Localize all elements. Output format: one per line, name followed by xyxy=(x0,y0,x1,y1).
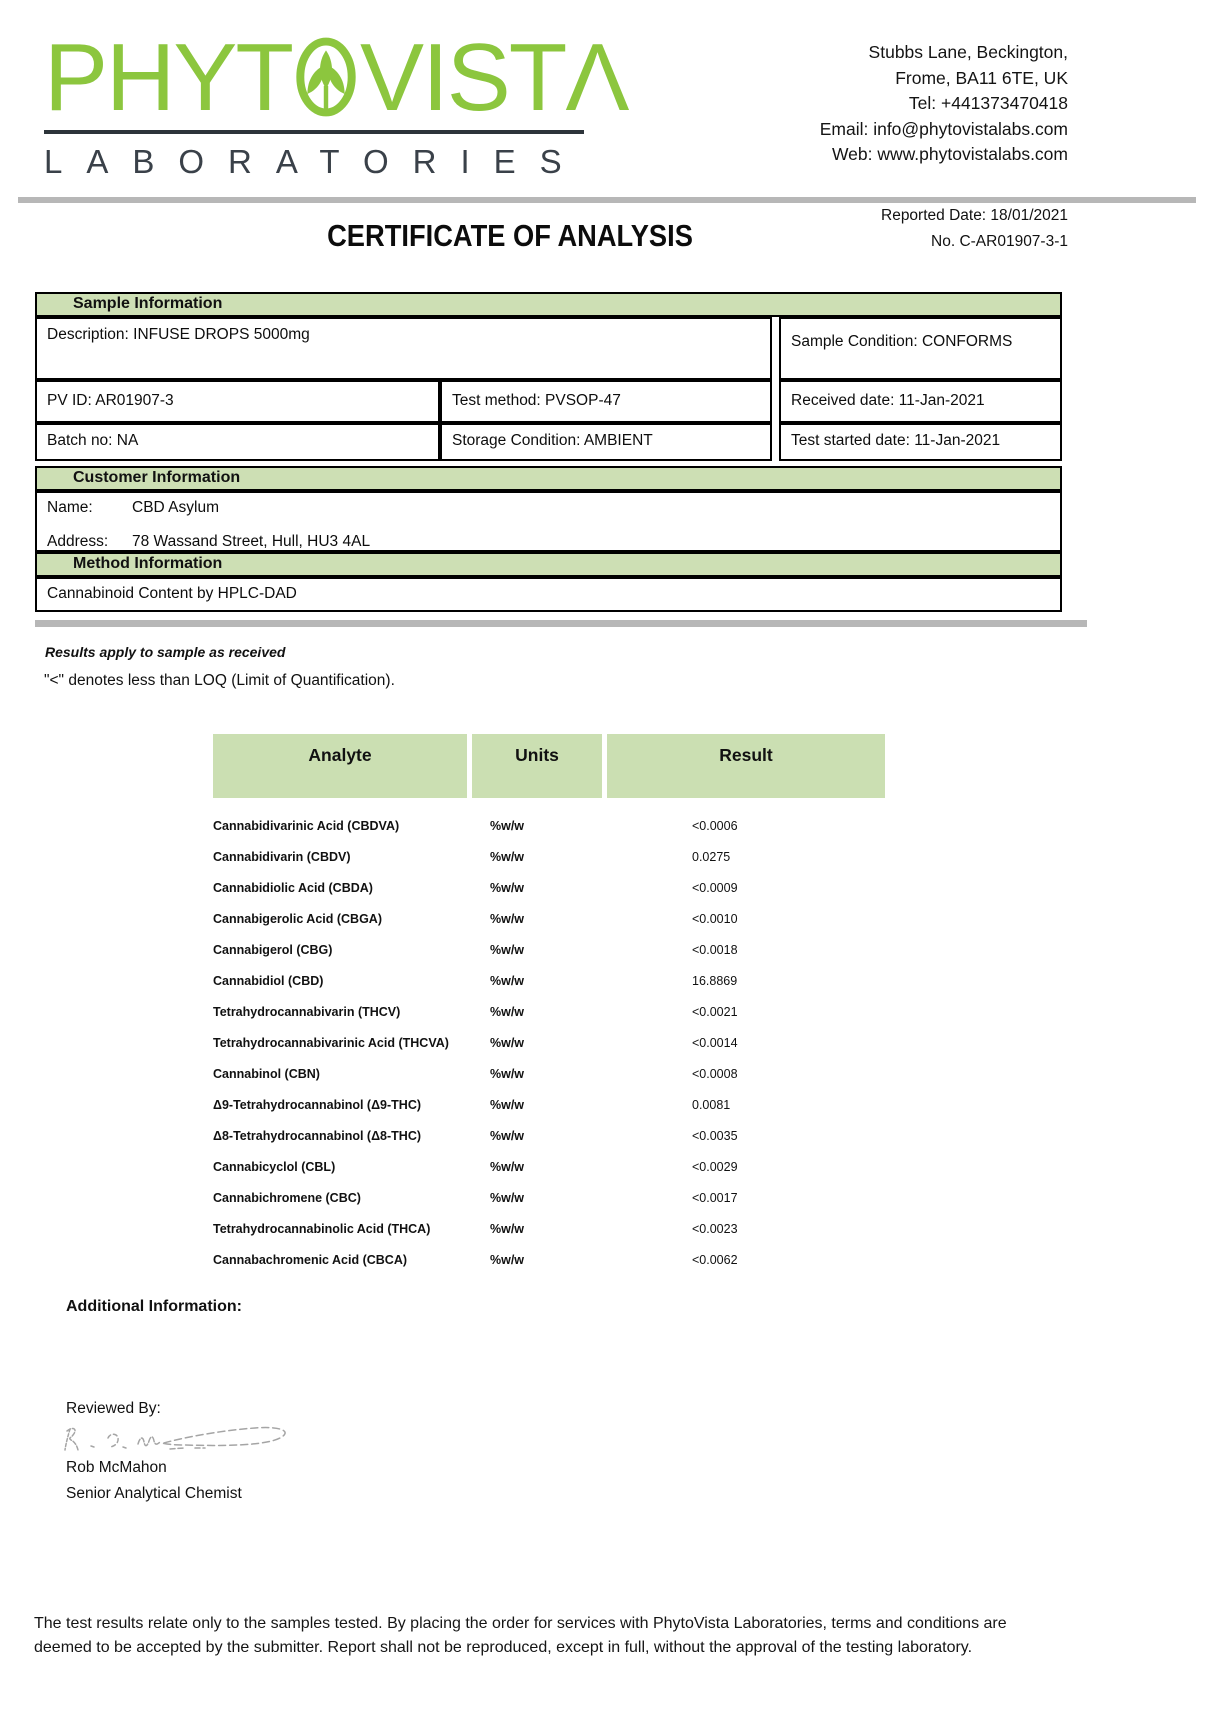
reviewed-by-label: Reviewed By: xyxy=(66,1400,161,1417)
additional-information-heading: Additional Information: xyxy=(66,1298,242,1315)
contact-address-line: Stubbs Lane, Beckington, xyxy=(868,42,1068,62)
batch-no-cell: Batch no: NA xyxy=(35,423,440,461)
analyte-result: <0.0018 xyxy=(692,943,738,957)
analyte-name: Tetrahydrocannabinolic Acid (THCA) xyxy=(213,1222,431,1236)
brand-text-pre: PHYT xyxy=(44,24,293,131)
analyte-units: %w/w xyxy=(490,1129,525,1143)
analyte-units: %w/w xyxy=(490,912,525,926)
contact-address-line: Frome, BA11 6TE, UK xyxy=(895,67,1068,88)
analyte-result: <0.0010 xyxy=(692,912,738,926)
contact-web: Web: www.phytovistalabs.com xyxy=(831,144,1068,164)
analyte-units: %w/w xyxy=(490,943,525,957)
loq-note: "<" denotes less than LOQ (Limit of Quantification). xyxy=(44,672,395,689)
analyte-units: %w/w xyxy=(490,1005,525,1019)
customer-name-value: CBD Asylum xyxy=(132,499,219,516)
footer-disclaimer xyxy=(34,1612,1007,1660)
table-row xyxy=(0,997,1214,1028)
page-title: CERTIFICATE OF ANALYSIS xyxy=(327,218,693,253)
report-meta xyxy=(881,203,1068,255)
sample-description-cell: Description: INFUSE DROPS 5000mg xyxy=(35,317,772,380)
analyte-name: Cannabidivarin (CBDV) xyxy=(213,850,351,864)
report-number: No. C-AR01907-3-1 xyxy=(931,233,1068,250)
table-row xyxy=(0,904,1214,935)
analyte-name: Cannabigerol (CBG) xyxy=(213,943,333,957)
contact-phone: Tel: +441373470418 xyxy=(908,93,1068,113)
analyte-name: Cannabicyclol (CBL) xyxy=(213,1160,336,1174)
analyte-units: %w/w xyxy=(490,974,525,988)
brand-wordmark xyxy=(44,24,628,131)
analyte-units: %w/w xyxy=(490,1098,525,1112)
table-row xyxy=(0,1152,1214,1183)
table-row xyxy=(0,811,1214,842)
customer-address-label: Address: xyxy=(47,533,109,550)
footer-line: deemed to be accepted by the submitter. Report shall not be reproduced, except in full, without the approval of the testing laboratory. xyxy=(34,1639,973,1656)
analyte-result: <0.0006 xyxy=(692,819,738,833)
analyte-units: %w/w xyxy=(490,1067,525,1081)
received-date-cell: Received date: 11-Jan-2021 xyxy=(779,380,1062,423)
analyte-result: <0.0023 xyxy=(692,1222,738,1236)
analyte-units: %w/w xyxy=(490,881,525,895)
section-header-customer-information: Customer Information xyxy=(35,466,1062,491)
leaf-icon xyxy=(295,35,357,119)
contact-email: Email: info@phytovistalabs.com xyxy=(819,118,1068,139)
test-started-date-cell: Test started date: 11-Jan-2021 xyxy=(779,423,1062,461)
analyte-name: Cannabachromenic Acid (CBCA) xyxy=(213,1253,408,1267)
reviewer-name: Rob McMahon xyxy=(66,1459,167,1476)
pv-id-cell: PV ID: AR01907-3 xyxy=(35,380,440,423)
analyte-units: %w/w xyxy=(490,1160,525,1174)
analyte-result: <0.0008 xyxy=(692,1067,738,1081)
footer-line: The test results relate only to the samples tested. By placing the order for services with PhytoVista Laboratories, terms and conditions are xyxy=(34,1615,1007,1632)
table-row xyxy=(0,1028,1214,1059)
reported-date: Reported Date: 18/01/2021 xyxy=(881,207,1068,224)
table-row xyxy=(0,842,1214,873)
storage-condition-cell: Storage Condition: AMBIENT xyxy=(440,423,772,461)
reviewer-title: Senior Analytical Chemist xyxy=(66,1485,242,1502)
analyte-units: %w/w xyxy=(490,1191,525,1205)
analyte-units: %w/w xyxy=(490,1253,525,1267)
brand-subtitle: LABORATORIES xyxy=(44,143,586,180)
table-row xyxy=(0,1121,1214,1152)
column-header-units: Units xyxy=(472,734,602,798)
analyte-result: <0.0017 xyxy=(692,1191,738,1205)
table-row xyxy=(0,873,1214,904)
table-row xyxy=(0,1245,1214,1276)
lab-contact-block xyxy=(820,40,1068,168)
analyte-name: Cannabichromene (CBC) xyxy=(213,1191,361,1205)
analyte-name: Cannabidivarinic Acid (CBDVA) xyxy=(213,819,400,833)
column-header-analyte: Analyte xyxy=(213,734,467,798)
analyte-result: 0.0275 xyxy=(692,850,731,864)
phytovista-logo xyxy=(44,24,628,181)
customer-info-cell xyxy=(35,491,1062,552)
table-row xyxy=(0,966,1214,997)
analyte-units: %w/w xyxy=(490,1036,525,1050)
test-method-cell: Test method: PVSOP-47 xyxy=(440,380,772,423)
sample-condition-cell: Sample Condition: CONFORMS xyxy=(779,317,1062,380)
method-cell: Cannabinoid Content by HPLC-DAD xyxy=(35,577,1062,612)
analyte-name: Tetrahydrocannabivarin (THCV) xyxy=(213,1005,401,1019)
customer-name-row xyxy=(47,499,1060,523)
column-header-result: Result xyxy=(607,734,885,798)
customer-address-value: 78 Wassand Street, Hull, HU3 4AL xyxy=(132,533,371,550)
section-header-sample-information: Sample Information xyxy=(35,292,1062,317)
analyte-result: <0.0029 xyxy=(692,1160,738,1174)
table-row xyxy=(0,935,1214,966)
results-note: Results apply to sample as received xyxy=(45,644,286,660)
analyte-result: 0.0081 xyxy=(692,1098,731,1112)
table-row xyxy=(0,1090,1214,1121)
analyte-name: Cannabigerolic Acid (CBGA) xyxy=(213,912,382,926)
section-header-method-information: Method Information xyxy=(35,552,1062,577)
table-row xyxy=(0,1183,1214,1214)
table-row xyxy=(0,1214,1214,1245)
brand-text-post: VISTΛ xyxy=(360,24,628,131)
signature-image xyxy=(60,1413,298,1463)
analyte-units: %w/w xyxy=(490,850,525,864)
analyte-name: Δ8-Tetrahydrocannabinol (Δ8-THC) xyxy=(213,1129,422,1143)
analyte-units: %w/w xyxy=(490,819,525,833)
customer-name-label: Name: xyxy=(47,499,93,516)
section-divider xyxy=(35,620,1087,627)
results-table-body xyxy=(0,811,1214,1276)
analyte-units: %w/w xyxy=(490,1222,525,1236)
analyte-name: Cannabidiol (CBD) xyxy=(213,974,324,988)
analyte-name: Tetrahydrocannabivarinic Acid (THCVA) xyxy=(213,1036,449,1050)
analyte-result: <0.0009 xyxy=(692,881,738,895)
analyte-name: Δ9-Tetrahydrocannabinol (Δ9-THC) xyxy=(213,1098,422,1112)
table-row xyxy=(0,1059,1214,1090)
analyte-result: <0.0014 xyxy=(692,1036,738,1050)
analyte-result: 16.8869 xyxy=(692,974,738,988)
analyte-result: <0.0021 xyxy=(692,1005,738,1019)
analyte-result: <0.0062 xyxy=(692,1253,738,1267)
analyte-result: <0.0035 xyxy=(692,1129,738,1143)
analyte-name: Cannabinol (CBN) xyxy=(213,1067,320,1081)
analyte-name: Cannabidiolic Acid (CBDA) xyxy=(213,881,373,895)
